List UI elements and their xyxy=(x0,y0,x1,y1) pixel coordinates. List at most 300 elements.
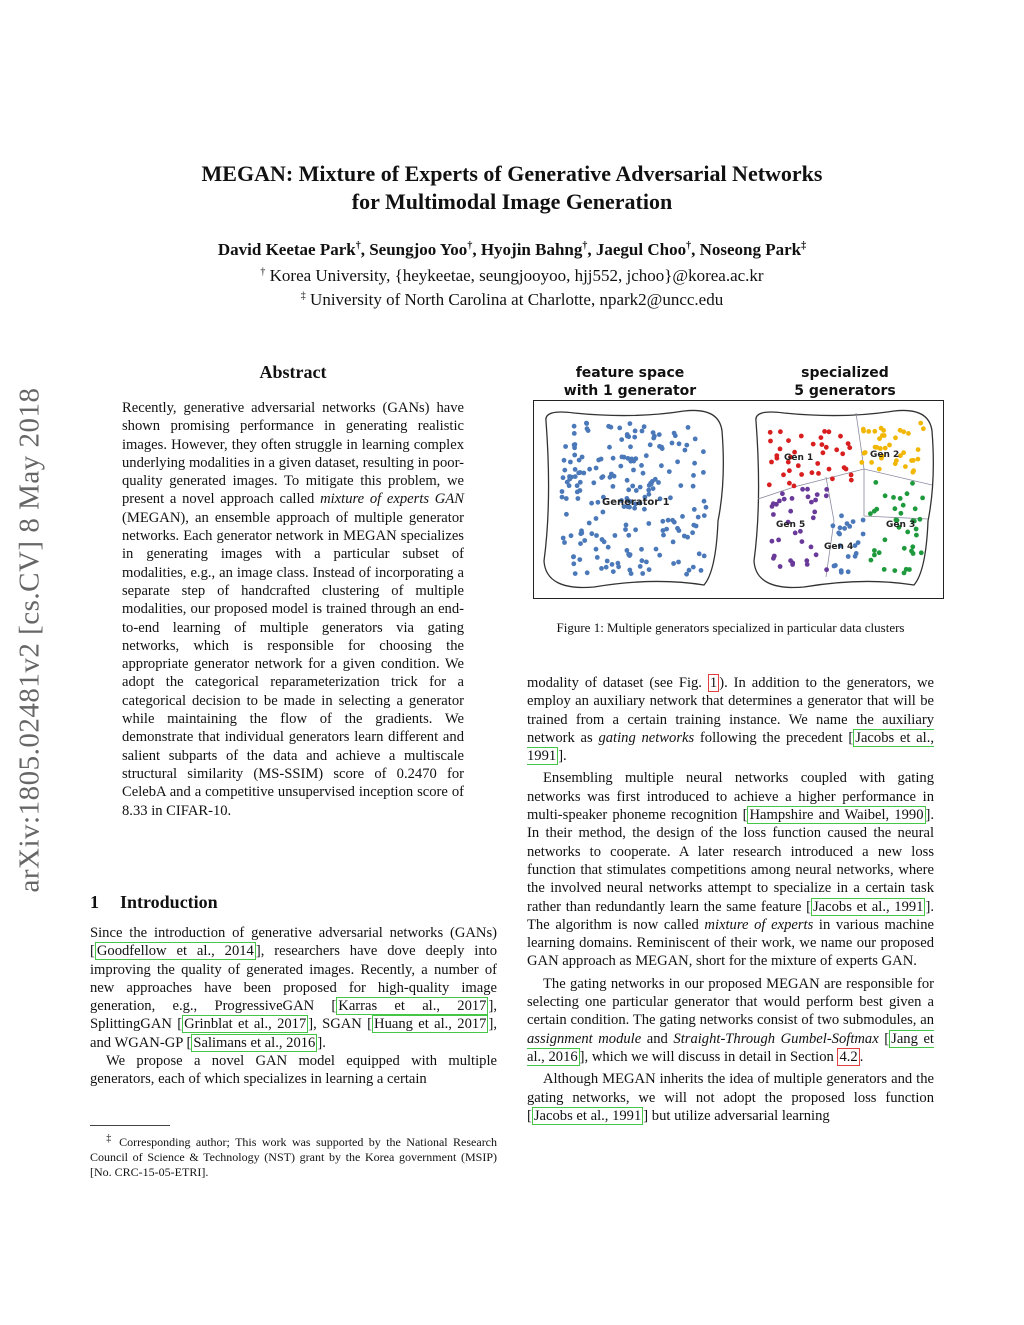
blue-point xyxy=(582,538,587,543)
yellow-point xyxy=(893,435,898,440)
blue-point xyxy=(846,554,851,559)
red-point xyxy=(847,445,852,450)
purple-point xyxy=(815,492,820,497)
blue-point xyxy=(575,490,580,495)
blue-point xyxy=(616,561,621,566)
citation-link[interactable]: Salimans et al., 2016 xyxy=(193,1034,316,1051)
blue-point xyxy=(611,484,616,489)
blue-point xyxy=(671,561,676,566)
blue-point xyxy=(661,533,666,538)
right-blob-outline xyxy=(754,410,933,587)
blue-point xyxy=(691,565,696,570)
blue-point xyxy=(601,510,606,515)
blue-point xyxy=(626,487,631,492)
purple-point xyxy=(806,494,811,499)
blue-point xyxy=(575,483,580,488)
green-point xyxy=(869,558,874,563)
author: Hyojin Bahng† xyxy=(480,240,588,259)
blue-point xyxy=(640,571,645,576)
red-point xyxy=(815,461,820,466)
green-point xyxy=(899,511,904,516)
green-point xyxy=(883,493,888,498)
blue-point xyxy=(660,446,665,451)
footnote-rule xyxy=(90,1125,170,1126)
red-point xyxy=(767,482,772,487)
blue-point xyxy=(607,445,612,450)
green-point xyxy=(898,496,903,501)
figure-caption: Figure 1: Multiple generators specialized in particular data clusters xyxy=(556,620,905,635)
yellow-point xyxy=(911,458,916,463)
blue-point xyxy=(659,463,664,468)
green-point xyxy=(905,530,910,535)
blue-point xyxy=(564,512,569,517)
blue-point xyxy=(625,478,630,483)
purple-point xyxy=(809,500,814,505)
green-point xyxy=(891,495,896,500)
blue-point xyxy=(573,467,578,472)
body-paragraph: Although MEGAN inherits the idea of multiple generators and the gating networks, we will not adopt the proposed loss function [ Jacobs et al., 1991 ] but utilize adversarial learning xyxy=(527,1071,934,1124)
blue-point xyxy=(638,564,643,569)
purple-point xyxy=(771,512,776,517)
blue-point xyxy=(594,533,599,538)
blue-point xyxy=(609,472,614,477)
red-point xyxy=(792,484,797,489)
blue-point xyxy=(618,464,623,469)
yellow-point xyxy=(880,433,885,438)
blue-point xyxy=(625,434,630,439)
purple-point xyxy=(812,510,817,515)
red-point xyxy=(846,441,851,446)
blue-point xyxy=(633,429,638,434)
blue-point xyxy=(599,566,604,571)
purple-point xyxy=(824,493,829,498)
footnote: ‡ Corresponding author; This work was supported by the National Research Council of Science & Technology (NST) grant by the Korea government (MSIP) [No. CRC-15-05-ETRI]. xyxy=(90,1133,498,1179)
blue-point xyxy=(667,469,672,474)
yellow-point xyxy=(921,426,926,431)
section-ref-link[interactable]: 4.2 xyxy=(839,1048,858,1065)
blue-point xyxy=(653,477,658,482)
blue-point xyxy=(579,528,584,533)
blue-point xyxy=(589,501,594,506)
gen-4-label: Gen 4 xyxy=(824,542,854,552)
green-point xyxy=(901,503,906,508)
blue-point xyxy=(624,523,629,528)
blue-point xyxy=(651,430,656,435)
purple-point xyxy=(778,564,783,569)
blue-point xyxy=(842,526,847,531)
red-point xyxy=(796,463,801,468)
blue-point xyxy=(611,456,616,461)
blue-point xyxy=(647,567,652,572)
blue-point xyxy=(846,569,851,574)
blue-point xyxy=(577,557,582,562)
blue-point xyxy=(626,533,631,538)
purple-point xyxy=(790,562,795,567)
red-point xyxy=(799,434,804,439)
green-point xyxy=(902,546,907,551)
gen-2-label: Gen 2 xyxy=(870,450,900,460)
figure-1-frame xyxy=(533,400,944,599)
red-point xyxy=(834,447,839,452)
blue-point xyxy=(573,571,578,576)
purple-point xyxy=(814,552,819,557)
blue-point xyxy=(641,471,646,476)
blue-point xyxy=(562,458,567,463)
blue-point xyxy=(601,474,606,479)
blue-point xyxy=(638,485,643,490)
blue-point xyxy=(572,431,577,436)
blue-point xyxy=(696,515,701,520)
blue-point xyxy=(678,483,683,488)
blue-point xyxy=(561,536,566,541)
blue-point xyxy=(671,540,676,545)
blue-point xyxy=(685,535,690,540)
affiliation-1: † Korea University, {heykeetae, seungjooyoo, hjj552, jchoo}@korea.ac.kr xyxy=(260,266,764,285)
blue-point xyxy=(572,453,577,458)
blue-point xyxy=(644,560,649,565)
blue-point xyxy=(851,519,856,524)
blue-point xyxy=(605,559,610,564)
red-point xyxy=(849,478,854,483)
red-point xyxy=(821,450,826,455)
red-point xyxy=(778,447,783,452)
intro-paragraph: We propose a novel GAN model equipped with multiple generators, each of which specializes in learning a certain xyxy=(90,1053,497,1088)
purple-point xyxy=(805,487,810,492)
blue-point xyxy=(699,568,704,573)
blue-point xyxy=(861,532,866,537)
blue-point xyxy=(651,436,656,441)
blue-point xyxy=(576,471,581,476)
red-point xyxy=(822,429,827,434)
paper-title xyxy=(0,160,1024,216)
blue-point xyxy=(629,571,634,576)
blue-point xyxy=(648,442,653,447)
affiliation-2: ‡ University of North Carolina at Charlotte, npark2@uncc.edu xyxy=(300,290,724,309)
blue-point xyxy=(619,437,624,442)
blue-point xyxy=(654,547,659,552)
gen-1-label: Gen 1 xyxy=(784,453,814,463)
blue-point xyxy=(630,484,635,489)
blue-point xyxy=(692,507,697,512)
arxiv-id: arXiv:1805.02481v2 [cs.CV] 8 May 2018 xyxy=(13,387,46,893)
green-point xyxy=(918,517,923,522)
blue-point xyxy=(861,518,866,523)
blue-point xyxy=(567,474,572,479)
yellow-point xyxy=(906,431,911,436)
blue-point xyxy=(673,433,678,438)
green-point xyxy=(905,491,910,496)
citation-link[interactable]: Goodfellow et al., 2014 xyxy=(96,943,254,960)
blue-point xyxy=(684,572,689,577)
blue-point xyxy=(591,480,596,485)
green-point xyxy=(913,506,918,511)
blue-point xyxy=(561,475,566,480)
blue-point xyxy=(562,468,567,473)
yellow-point xyxy=(918,421,923,426)
blue-point xyxy=(573,474,578,479)
yellow-point xyxy=(859,460,864,465)
blue-point xyxy=(661,528,666,533)
blue-point xyxy=(702,554,707,559)
blue-point xyxy=(836,531,841,536)
red-point xyxy=(816,471,821,476)
author-list: David Keetae Park†, Seungjoo Yoo†, Hyojin Bahng†, Jaegul Choo†, Noseong Park‡ xyxy=(217,240,807,259)
red-point xyxy=(810,470,815,475)
red-point xyxy=(849,473,854,478)
yellow-point xyxy=(873,445,878,450)
generator-1-label: Generator 1 xyxy=(602,497,670,508)
author: Jaegul Choo† xyxy=(595,240,692,259)
blue-point xyxy=(610,562,615,567)
blue-point xyxy=(584,421,589,426)
blue-point xyxy=(697,551,702,556)
green-point xyxy=(914,533,919,538)
blue-point xyxy=(595,555,600,560)
red-point xyxy=(799,472,804,477)
blue-point xyxy=(594,547,599,552)
red-point xyxy=(768,430,773,435)
blue-point xyxy=(628,421,633,426)
blue-point xyxy=(623,527,628,532)
purple-point xyxy=(800,539,805,544)
blue-point xyxy=(580,455,585,460)
green-point xyxy=(892,568,897,573)
blue-point xyxy=(578,541,583,546)
blue-point xyxy=(701,470,706,475)
green-point xyxy=(910,544,915,549)
yellow-point xyxy=(898,428,903,433)
green-point xyxy=(882,567,887,572)
red-point xyxy=(827,429,832,434)
body-paragraph: Ensembling multiple neural networks coupled with gating networks was first introduced to achieve a higher performance in multi-speaker phoneme recognition [ Hampshire and Waibel, 1990 ]. In their method, the design of the loss function caused the neural networks to cooperate. A later research introduced a new loss function that stimulates competitions among neural networks, where the involved neural networks attempt to specialize in a certain task rather than redundantly learn the same feature [ Jacobs et al., 1991 ]. The algorithm is now called mixture of experts in various machine learning domains. Reminiscent of their work, we name our proposed GAN approach as MEGAN, short for the mixture of experts GAN. xyxy=(527,770,935,970)
blue-point xyxy=(686,425,691,430)
blue-point xyxy=(581,471,586,476)
author: David Keetae Park† xyxy=(217,240,361,259)
green-point xyxy=(909,549,914,554)
red-point xyxy=(787,481,792,486)
citation-link[interactable]: Jacobs et al., 1991 xyxy=(527,729,934,765)
blue-point xyxy=(604,565,609,570)
green-point xyxy=(872,553,877,558)
blue-point xyxy=(596,500,601,505)
blue-point xyxy=(628,459,633,464)
blue-point xyxy=(853,543,858,548)
blue-point xyxy=(691,484,696,489)
purple-point xyxy=(793,531,798,536)
yellow-point xyxy=(861,427,866,432)
green-point xyxy=(907,567,912,572)
yellow-point xyxy=(869,460,874,465)
blue-point xyxy=(677,441,682,446)
blue-point xyxy=(646,488,651,493)
author: Seungjoo Yoo† xyxy=(369,240,473,259)
green-point xyxy=(919,550,924,555)
blue-point xyxy=(683,448,688,453)
blue-point xyxy=(587,521,592,526)
blue-point xyxy=(639,547,644,552)
red-point xyxy=(787,468,792,473)
intro-right-column xyxy=(527,674,934,1129)
red-point xyxy=(840,451,845,456)
blue-point xyxy=(594,466,599,471)
intro-left-column xyxy=(90,924,497,1089)
red-point xyxy=(824,445,829,450)
purple-point xyxy=(770,539,775,544)
blue-point xyxy=(657,432,662,437)
green-point xyxy=(872,509,877,514)
blue-point xyxy=(564,496,569,501)
blue-point xyxy=(562,540,567,545)
red-point xyxy=(768,439,773,444)
red-point xyxy=(769,460,774,465)
red-point xyxy=(842,465,847,470)
red-point xyxy=(819,435,824,440)
author: Noseong Park‡ xyxy=(699,240,807,259)
body-paragraph: The gating networks in our proposed MEGAN are responsible for selecting one particular generator that would perform best given a certain condition. The gating networks consist of two submodules, an assignment module and Straight-Through Gumbel-Softmax [ Jang et al., 2016 ], which we will discuss in detail in Section 4.2 . xyxy=(527,975,934,1065)
yellow-point xyxy=(916,457,921,462)
yellow-point xyxy=(866,429,871,434)
blue-point xyxy=(670,518,675,523)
blue-point xyxy=(589,531,594,536)
red-point xyxy=(811,442,816,447)
blue-point xyxy=(569,533,574,538)
blue-point xyxy=(634,488,639,493)
purple-point xyxy=(813,498,818,503)
blue-point xyxy=(642,424,647,429)
blue-point xyxy=(831,523,836,528)
blue-point xyxy=(640,429,645,434)
blue-point xyxy=(639,463,644,468)
blue-point xyxy=(691,473,696,478)
blue-point xyxy=(628,444,633,449)
green-point xyxy=(883,537,888,542)
citation-link[interactable]: Huang et al., 2017 xyxy=(374,1016,487,1033)
blue-point xyxy=(676,560,681,565)
citation-link[interactable]: Hampshire and Waibel, 1990 xyxy=(749,807,924,824)
citation-link[interactable]: Jang et al., 2016 xyxy=(527,1030,934,1065)
red-point xyxy=(820,442,825,447)
purple-point xyxy=(824,567,829,572)
blue-point xyxy=(572,443,577,448)
purple-point xyxy=(774,502,779,507)
red-point xyxy=(775,456,780,461)
yellow-point xyxy=(911,468,916,473)
blue-point xyxy=(606,545,611,550)
citation-link[interactable]: Grinblat et al., 2017 xyxy=(184,1016,307,1033)
green-point xyxy=(872,548,877,553)
blue-point xyxy=(647,492,652,497)
body-paragraph: modality of dataset (see Fig. 1 ). In addition to the generators, we employ an auxiliary network that determines a generator that will be trained from a certain training instance. We name the auxiliary network as gating networks following the precedent [ Jacobs et al., 1991 ]. xyxy=(527,675,934,765)
blue-point xyxy=(680,514,685,519)
purple-point xyxy=(790,496,795,501)
blue-point xyxy=(657,553,662,558)
title-line-1: MEGAN: Mixture of Experts of Generative Adversarial Networks xyxy=(201,161,823,186)
blue-point xyxy=(613,533,618,538)
blue-point xyxy=(687,568,692,573)
blue-point xyxy=(576,496,581,501)
figure-label-left: feature space with 1 generator xyxy=(563,365,697,399)
blue-point xyxy=(692,461,697,466)
yellow-point xyxy=(862,451,867,456)
section-heading-introduction: 1 Introduction xyxy=(90,892,218,912)
purple-point xyxy=(804,558,809,563)
purple-point xyxy=(809,545,814,550)
green-point xyxy=(910,481,915,486)
citation-link[interactable]: Jacobs et al., 1991 xyxy=(533,1107,642,1124)
blue-point xyxy=(666,518,671,523)
blue-point xyxy=(560,495,565,500)
red-point xyxy=(838,434,843,439)
blue-point xyxy=(701,449,706,454)
blue-point xyxy=(568,460,573,465)
purple-point xyxy=(776,538,781,543)
gen-5-label: Gen 5 xyxy=(776,520,806,530)
blue-point xyxy=(833,563,838,568)
blue-point xyxy=(560,489,565,494)
blue-point xyxy=(632,435,637,440)
green-point xyxy=(877,550,882,555)
red-point xyxy=(786,438,791,443)
blue-point xyxy=(594,516,599,521)
blue-point xyxy=(853,554,858,559)
figure-ref-link[interactable]: 1 xyxy=(709,675,718,691)
blue-point xyxy=(617,426,622,431)
blue-point xyxy=(684,443,689,448)
blue-point xyxy=(644,453,649,458)
blue-point xyxy=(702,499,707,504)
purple-point xyxy=(780,491,785,496)
citation-link[interactable]: Karras et al., 2017 xyxy=(338,998,487,1015)
green-point xyxy=(893,506,898,511)
blue-point xyxy=(691,523,696,528)
blue-point xyxy=(704,505,709,510)
intro-paragraph: Since the introduction of generative adversarial networks (GANs) [ Goodfellow et al., 2014 ], researchers have dove deeply into improving the quality of generated images. Recently, a number of new approaches have been proposed for high-quality image generation, e.g., ProgressiveGAN [ Karras et al., 2017 ], SplittingGAN [ Grinblat et al., 2017 ], SGAN [ Huang et al., 2017 ], and WGAN-GP [ Salimans et al., 2016 ]. xyxy=(90,925,497,1051)
citation-link[interactable]: Jacobs et al., 1991 xyxy=(812,898,924,915)
blue-point xyxy=(572,424,577,429)
purple-point xyxy=(824,487,829,492)
blue-point xyxy=(839,513,844,518)
abstract-text: Recently, generative adversarial networks (GANs) have shown promising performance in generating realistic images. However, they often struggle in learning complex underlying modalities in a given dataset, resulting in poor-quality generated images. To mitigate this problem, we present a novel approach called mixture of experts GAN (MEGAN), an ensemble approach of multiple generator networks. Each generator network in MEGAN specializes in generating images with a particular subset of modalities, e.g., an image class. Instead of incorporating a separate step of handcrafted clustering of multiple modalities, our proposed model is trained through an end-to-end learning of multiple generators via gating networks, which is responsible for choosing the appropriate generator network for a given condition. We adopt the categorical reparameterization trick for a categorical decision to be made in selecting a generator while maintaining the flow of the gradients. We demonstrate that individual generators learn different and salient subparts of the data and achieve a multiscale structural similarity (MS-SSIM) score of 0.2470 for CelebA and a competitive unsupervised inception score of 8.33 in CIFAR-10. xyxy=(122,400,464,819)
purple-point xyxy=(782,497,787,502)
title-line-2: for Multimodal Image Generation xyxy=(351,189,673,214)
blue-point xyxy=(587,467,592,472)
red-point xyxy=(830,476,835,481)
blue-point xyxy=(585,426,590,431)
blue-point xyxy=(670,441,675,446)
blue-point xyxy=(571,555,576,560)
blue-point xyxy=(847,524,852,529)
yellow-point xyxy=(916,447,921,452)
purple-point xyxy=(811,515,816,520)
blue-point xyxy=(585,570,590,575)
blue-point xyxy=(571,561,576,566)
abstract-heading: Abstract xyxy=(259,362,327,382)
yellow-point xyxy=(879,426,884,431)
blue-point xyxy=(690,530,695,535)
blue-point xyxy=(622,455,627,460)
yellow-point xyxy=(877,467,882,472)
blue-point xyxy=(609,425,614,430)
green-point xyxy=(873,480,878,485)
blue-point xyxy=(611,569,616,574)
blue-point xyxy=(565,480,570,485)
blue-point xyxy=(675,526,680,531)
blue-point xyxy=(693,437,698,442)
blue-point xyxy=(838,525,843,530)
figure-1-graphic xyxy=(534,401,943,598)
yellow-point xyxy=(887,443,892,448)
green-point xyxy=(920,496,925,501)
